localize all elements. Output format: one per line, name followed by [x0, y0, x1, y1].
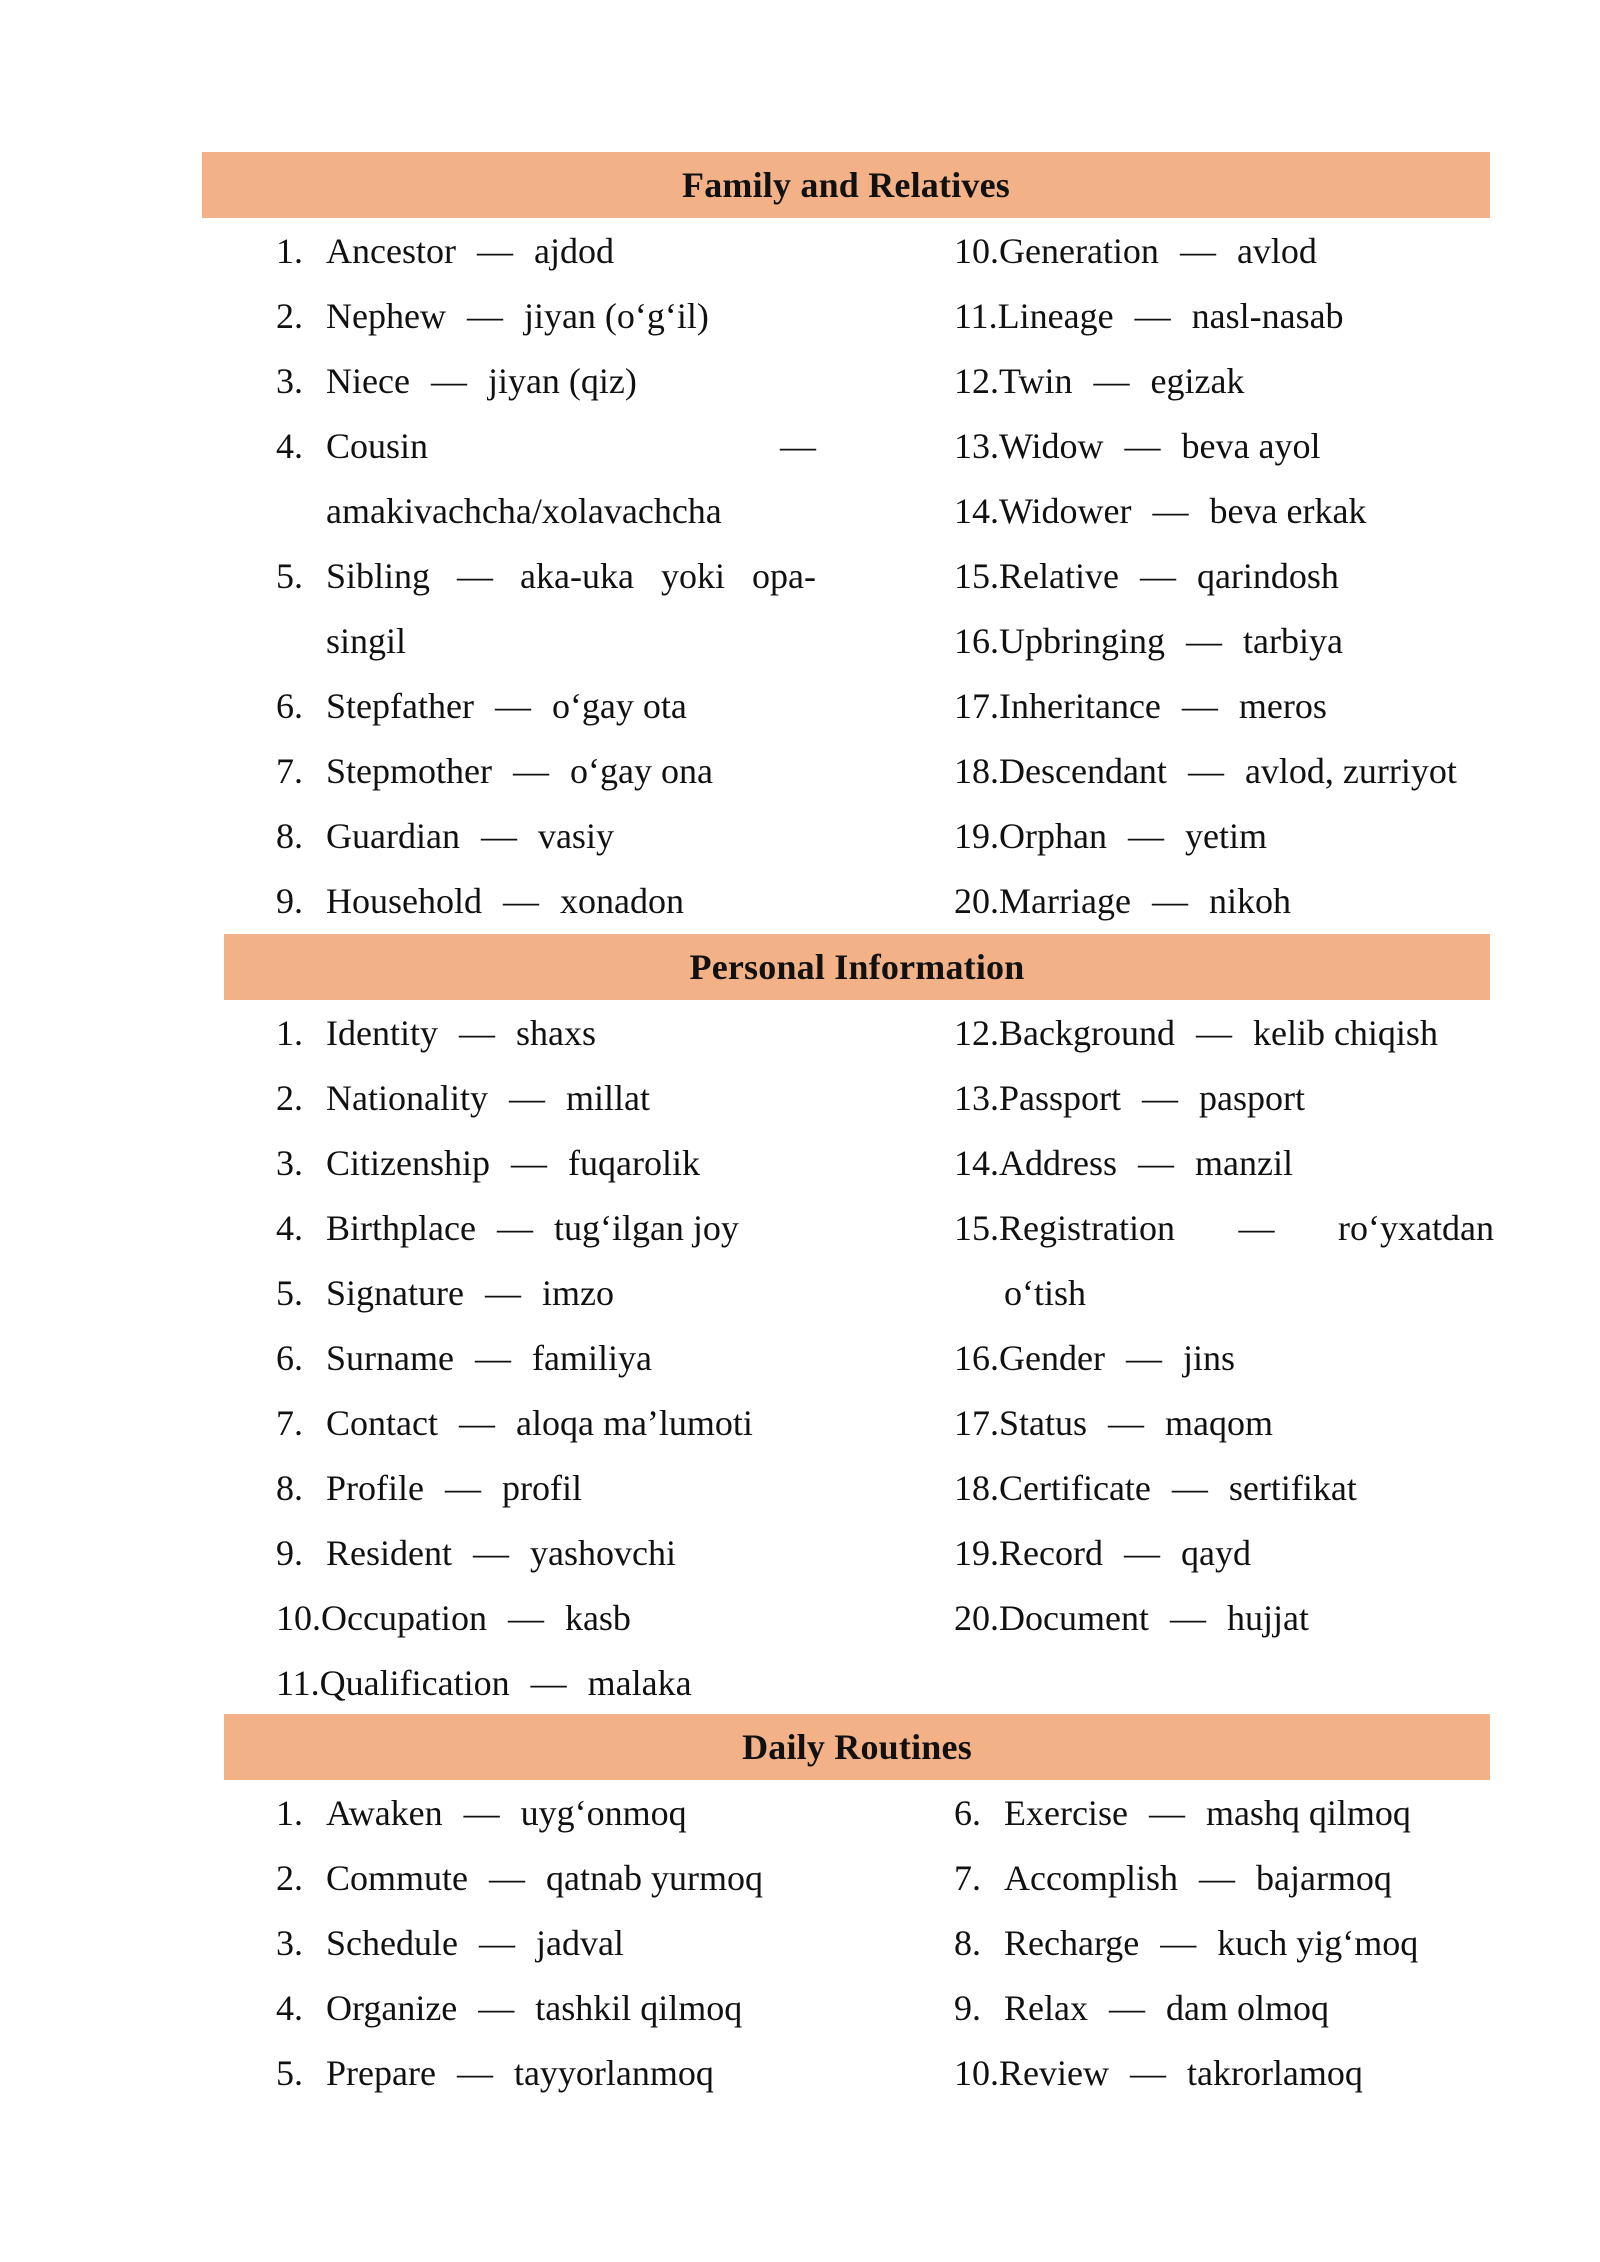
list-item: 6. Exercise — mashq qilmoq: [954, 1793, 1411, 1833]
list-item: 13.Passport — pasport: [954, 1078, 1305, 1118]
list-item: 19.Orphan — yetim: [954, 816, 1267, 856]
list-item: 8. Recharge — kuch yig‘moq: [954, 1923, 1419, 1963]
list-item: 9. Relax — dam olmoq: [954, 1988, 1329, 2028]
list-item: 20.Marriage — nikoh: [954, 881, 1291, 921]
list-item: 1. Ancestor — ajdod: [276, 231, 614, 271]
list-item: 3. Schedule — jadval: [276, 1923, 624, 1963]
list-item: 17.Status — maqom: [954, 1403, 1273, 1443]
list-item: 4. Birthplace — tug‘ilgan joy: [276, 1208, 739, 1248]
list-item: 7. Stepmother — o‘gay ona: [276, 751, 713, 791]
list-item: 14.Address — manzil: [954, 1143, 1293, 1183]
list-item: 8. Guardian — vasiy: [276, 816, 614, 856]
list-item: 16.Gender — jins: [954, 1338, 1235, 1378]
list-item: 3. Citizenship — fuqarolik: [276, 1143, 700, 1183]
list-item: 15.Relative — qarindosh: [954, 556, 1339, 596]
list-item: 18.Descendant — avlod, zurriyot: [954, 751, 1457, 791]
list-item: 17.Inheritance — meros: [954, 686, 1327, 726]
list-item: 11.Qualification — malaka: [276, 1663, 692, 1703]
list-item: 1. Awaken — uyg‘onmoq: [276, 1793, 687, 1833]
vocab-list-left: [276, 1781, 836, 2106]
list-item: 10.Generation — avlod: [954, 231, 1317, 271]
list-item: 2. Commute — qatnab yurmoq: [276, 1858, 763, 1898]
list-item: 2. Nephew — jiyan (o‘g‘il): [276, 296, 709, 336]
list-item: 7. Contact — aloqa ma’lumoti: [276, 1403, 753, 1443]
list-item: 15.Registration — ro‘yxatdan o‘tish: [954, 1208, 1494, 1313]
list-item: 9. Household — xonadon: [276, 881, 684, 921]
list-item: 8. Profile — profil: [276, 1468, 582, 1508]
section-title: Daily Routines: [742, 1727, 972, 1767]
list-item: 5. Signature — imzo: [276, 1273, 614, 1313]
list-item: 2. Nationality — millat: [276, 1078, 650, 1118]
list-item: 10.Occupation — kasb: [276, 1598, 631, 1638]
list-item: 12.Background — kelib chiqish: [954, 1013, 1438, 1053]
section-header: [224, 934, 1490, 1000]
list-item: 19.Record — qayd: [954, 1533, 1251, 1573]
list-item: 3. Niece — jiyan (qiz): [276, 361, 637, 401]
list-item: 7. Accomplish — bajarmoq: [954, 1858, 1392, 1898]
vocab-list-left: [276, 1001, 836, 1716]
list-item: 18.Certificate — sertifikat: [954, 1468, 1357, 1508]
list-item: 1. Identity — shaxs: [276, 1013, 596, 1053]
section-title: Family and Relatives: [682, 165, 1010, 205]
list-item: 13.Widow — beva ayol: [954, 426, 1321, 466]
vocab-list-left: [276, 219, 816, 934]
list-item: 14.Widower — beva erkak: [954, 491, 1367, 531]
list-item: 4. Organize — tashkil qilmoq: [276, 1988, 743, 2028]
list-item: 6. Surname — familiya: [276, 1338, 652, 1378]
list-item: 20.Document — hujjat: [954, 1598, 1309, 1638]
list-item: 10.Review — takrorlamoq: [954, 2053, 1363, 2093]
list-item: 12.Twin — egizak: [954, 361, 1245, 401]
vocab-list-right: [954, 1781, 1494, 2106]
list-item: 5. Sibling — aka-uka yoki opa- singil: [276, 556, 816, 661]
list-item: 16.Upbringing — tarbiya: [954, 621, 1343, 661]
list-item: 9. Resident — yashovchi: [276, 1533, 676, 1573]
list-item: 6. Stepfather — o‘gay ota: [276, 686, 687, 726]
list-item: 4. Cousin — amakivachcha/xolavachcha: [276, 426, 816, 531]
section-header: [202, 152, 1490, 218]
vocab-list-right: [954, 1001, 1494, 1651]
section-header: [224, 1714, 1490, 1780]
section-title: Personal Information: [689, 947, 1025, 987]
list-item: 11.Lineage — nasl-nasab: [954, 296, 1344, 336]
vocab-list-right: [954, 219, 1494, 934]
list-item: 5. Prepare — tayyorlanmoq: [276, 2053, 714, 2093]
